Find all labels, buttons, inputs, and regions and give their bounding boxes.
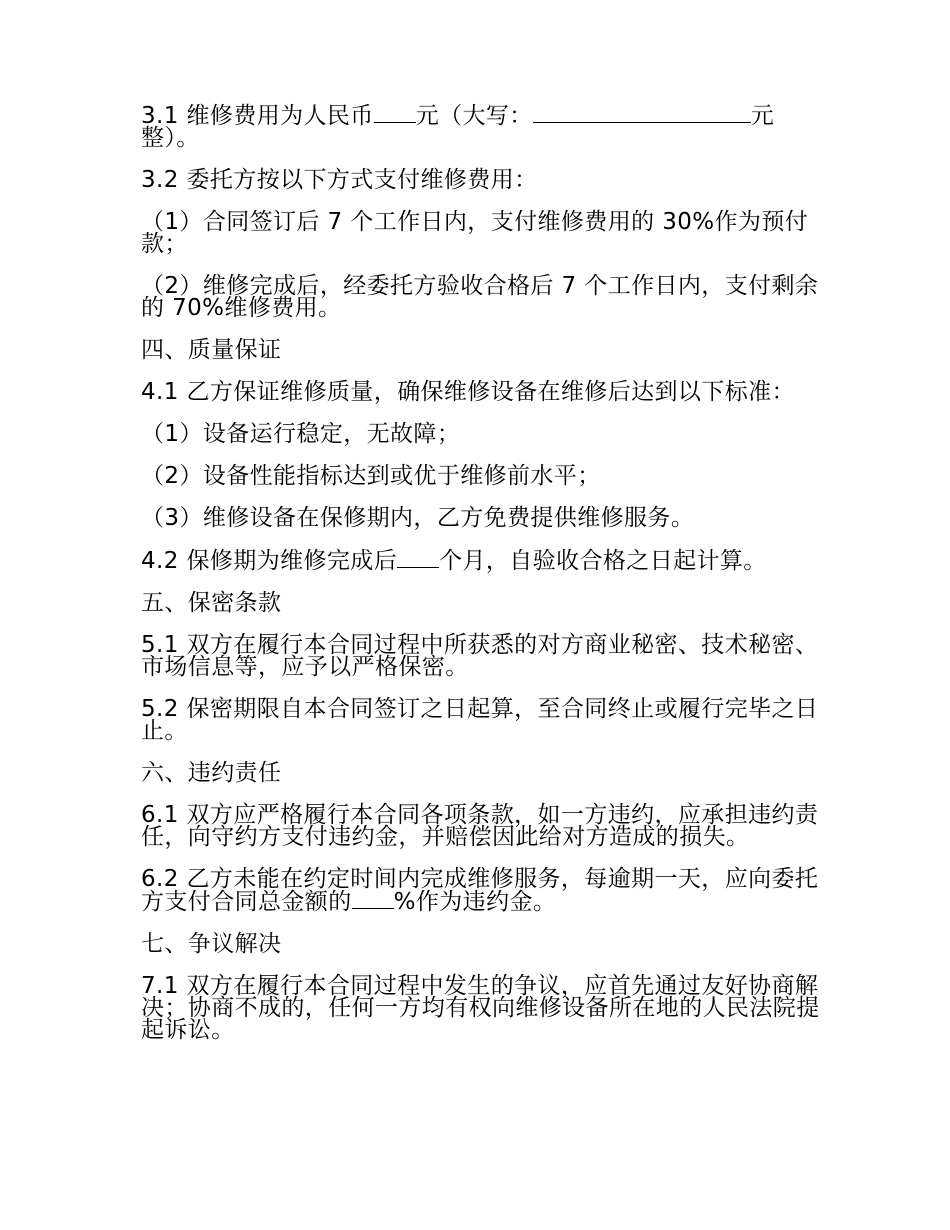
warranty-months-blank bbox=[397, 549, 439, 568]
amount-blank bbox=[374, 104, 416, 123]
clause-6-2-text-b: %作为违约金。 bbox=[393, 889, 557, 915]
section-heading-5: 五、保密条款 bbox=[141, 590, 282, 616]
clause-4-1-item-3: （3）维修设备在保修期内，乙方免费提供维修服务。 bbox=[141, 505, 695, 531]
clause-6-2-text-a: 6.2 乙方未能在约定时间内完成维修服务，每逾期一天，应向委托方支付合同总金额的 bbox=[141, 866, 819, 915]
clause-3-2: 3.2 委托方按以下方式支付维修费用： bbox=[141, 167, 538, 193]
clause-5-1: 5.1 双方在履行本合同过程中所获悉的对方商业秘密、技术秘密、市场信息等，应予以严格保密。 bbox=[141, 632, 819, 680]
clause-3-1-text-b: 元（大写： bbox=[415, 103, 533, 129]
clause-4-1-item-1: （1）设备运行稳定，无故障； bbox=[141, 421, 461, 447]
clause-6-1: 6.1 双方应严格履行本合同各项条款，如一方违约，应承担违约责任，向守约方支付违约金，并赔偿因此给对方造成的损失。 bbox=[141, 802, 819, 850]
section-heading-7: 七、争议解决 bbox=[141, 931, 282, 957]
amount-in-words-blank bbox=[533, 104, 751, 123]
clause-6-2 bbox=[141, 868, 821, 913]
clause-3-1-text-a: 3.1 维修费用为人民币 bbox=[141, 103, 374, 129]
document-page bbox=[141, 104, 821, 1061]
clause-4-2-text-b: 个月，自验收合格之日起计算。 bbox=[439, 548, 767, 574]
clause-3-1 bbox=[141, 104, 821, 149]
clause-4-1-item-2: （2）设备性能指标达到或优于维修前水平； bbox=[141, 463, 601, 489]
clause-7-1: 7.1 双方在履行本合同过程中发生的争议，应首先通过友好协商解决；协商不成的，任何一方均有权向维修设备所在地的人民法院提起诉讼。 bbox=[141, 973, 820, 1043]
penalty-percent-blank bbox=[352, 890, 394, 909]
clause-3-2-item-1: （1）合同签订后 7 个工作日内，支付维修费用的 30%作为预付款； bbox=[141, 209, 809, 257]
clause-4-1: 4.1 乙方保证维修质量，确保维修设备在维修后达到以下标准： bbox=[141, 379, 795, 405]
clause-5-2: 5.2 保密期限自本合同签订之日起算，至合同终止或履行完毕之日止。 bbox=[141, 696, 819, 744]
clause-3-1-text-c: 元整）。 bbox=[141, 103, 775, 151]
section-heading-6: 六、违约责任 bbox=[141, 760, 282, 786]
clause-4-2 bbox=[141, 549, 821, 572]
section-heading-4: 四、质量保证 bbox=[141, 337, 282, 363]
clause-4-2-text-a: 4.2 保修期为维修完成后 bbox=[141, 548, 398, 574]
clause-3-2-item-2: （2）维修完成后，经委托方验收合格后 7 个工作日内，支付剩余的 70%维修费用。 bbox=[141, 273, 819, 321]
